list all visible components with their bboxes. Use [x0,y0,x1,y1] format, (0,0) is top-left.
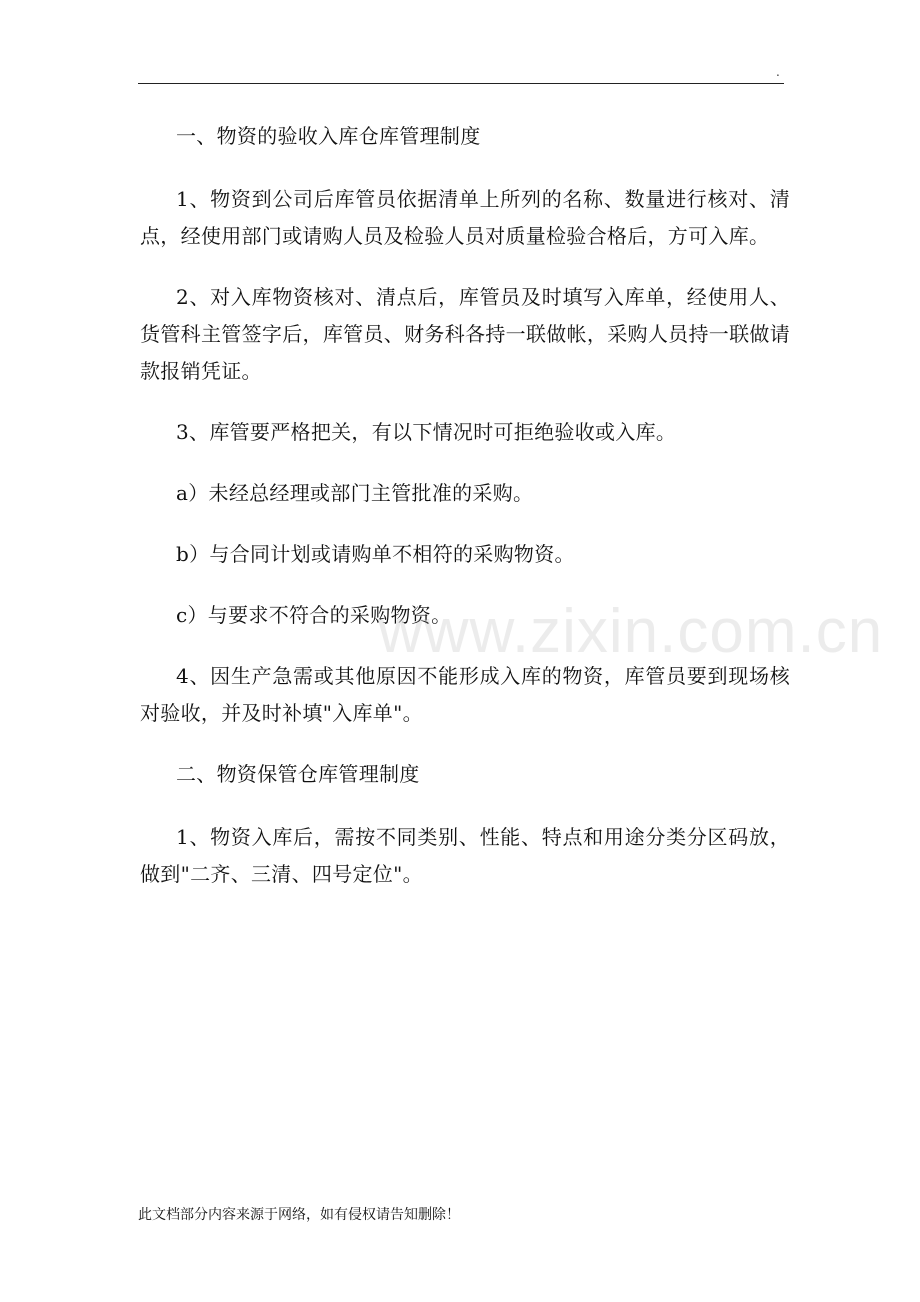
list-item-b: b）与合同计划或请购单不相符的采购物资。 [176,542,575,566]
paragraph-3: 3、库管要严格把关，有以下情况时可拒绝验收或入库。 [176,420,677,444]
paragraph-1: 1、物资到公司后库管员依据清单上所列的名称、数量进行核对、清点，经使用部门或请购人员及检验人员对质量检验合格后，方可入库。 [140,187,790,248]
paragraph-4: 4、因生产急需或其他原因不能形成入库的物资，库管员要到现场核对验收，并及时补填"入库单"。 [140,664,790,725]
paragraph-5: 1、物资入库后，需按不同类别、性能、特点和用途分类分区码放，做到"二齐、三清、四号定位"。 [140,825,790,886]
footer-disclaimer: 此文档部分内容来源于网络，如有侵权请告知删除！ [138,1207,460,1223]
header-rule [138,83,784,84]
watermark: www.zixin.com.cn [378,597,884,666]
list-item-a: a）未经总经理或部门主管批准的采购。 [176,481,534,505]
section-heading-2: 二、物资保管仓库管理制度 [176,762,420,786]
paragraph-2: 2、对入库物资核对、清点后，库管员及时填写入库单，经使用人、货管科主管签字后，库管员、财务科各持一联做帐，采购人员持一联做请款报销凭证。 [140,285,790,383]
list-item-c: c）与要求不符合的采购物资。 [176,603,452,627]
header-dot: . [776,65,780,79]
section-heading-1: 一、物资的验收入库仓库管理制度 [176,124,481,148]
document-body [140,118,790,917]
